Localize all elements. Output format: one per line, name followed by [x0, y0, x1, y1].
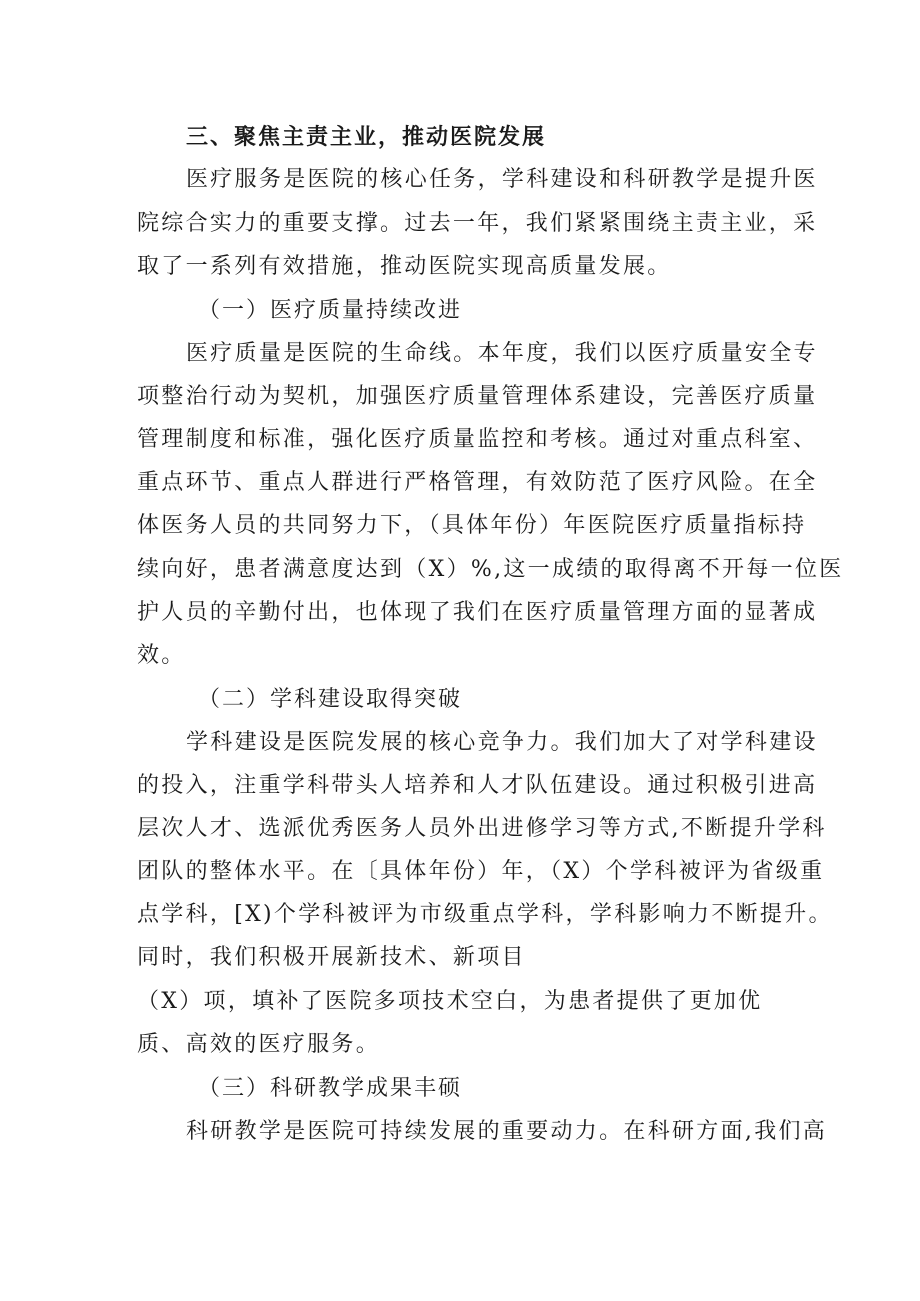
paragraph-line: 医疗服务是医院的核心任务，学科建设和科研教学是提升医: [186, 167, 818, 192]
paragraph-line: 项整治行动为契机，加强医疗质量管理体系建设，完善医疗质量: [137, 384, 818, 409]
paragraph-line: 团队的整体水平。在〔具体年份）年，（X）个学科被评为省级重: [137, 859, 825, 884]
paragraph-line: 同时，我们积极开展新技术、新项目: [137, 945, 526, 970]
paragraph-line: 层次人才、选派优秀医务人员外出进修学习等方式,不断提升学科: [137, 816, 827, 841]
paragraph-line: 院综合实力的重要支撑。过去一年，我们紧紧围绕主责主业，采: [137, 211, 818, 236]
paragraph-line: 体医务人员的共同努力下，（具体年份）年医院医疗质量指标持: [137, 513, 807, 538]
paragraph-line: 管理制度和标准，强化医疗质量监控和考核。通过对重点科室、: [137, 427, 818, 452]
paragraph-line: 护人员的辛勤付出，也体现了我们在医疗质量管理方面的显著成: [137, 600, 818, 625]
paragraph-line: 效。: [137, 643, 186, 668]
paragraph-line: 学科建设是医院发展的核心竞争力。我们加大了对学科建设: [186, 730, 818, 755]
paragraph-line: 质、高效的医疗服务。: [137, 1032, 381, 1057]
subsection-heading: （二）学科建设取得突破: [198, 687, 463, 712]
paragraph-line: 科研教学是医院可持续发展的重要动力。在科研方面,我们高: [186, 1119, 828, 1144]
paragraph-line: 续向好，患者满意度达到（X）%,这一成绩的取得离不开每一位医: [137, 557, 844, 582]
paragraph-line: 点学科，[X)个学科被评为市级重点学科，学科影响力不断提升。: [137, 902, 833, 927]
subsection-heading: （一）医疗质量持续改进: [198, 298, 463, 323]
paragraph-line: （X）项，填补了医院多项技术空白，为患者提供了更加优: [137, 989, 763, 1014]
paragraph-line: 取了一系列有效措施，推动医院实现高质量发展。: [137, 254, 672, 279]
subsection-heading: （三）科研教学成果丰硕: [198, 1076, 463, 1101]
section-heading: 三、聚焦主责主业，推动医院发展: [186, 124, 547, 150]
paragraph-line: 的投入，注重学科带头人培养和人才队伍建设。通过积极引进高: [137, 773, 818, 798]
paragraph-line: 医疗质量是医院的生命线。本年度，我们以医疗质量安全专: [186, 341, 818, 366]
paragraph-line: 重点环节、重点人群进行严格管理，有效防范了医疗风险。在全: [137, 470, 818, 495]
